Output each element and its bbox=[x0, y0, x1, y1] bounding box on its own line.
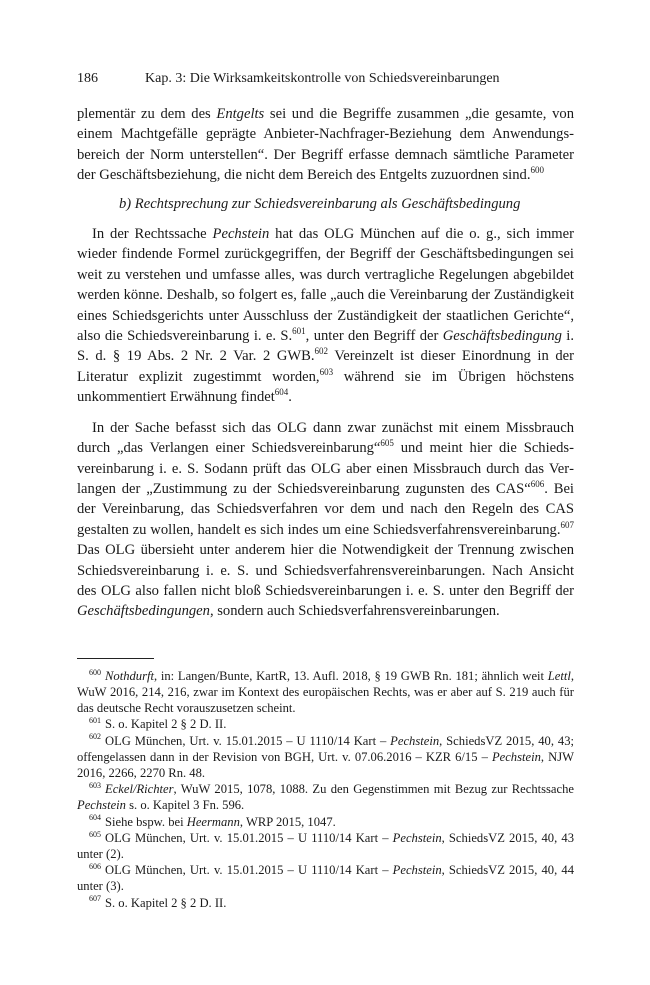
footnote-ref-607[interactable]: 607 bbox=[560, 519, 574, 530]
footnote-604: $^{604}$ Siehe bspw. bei Heermann, WRP 2015, 1047. bbox=[89, 813, 336, 829]
main-text bbox=[77, 104, 574, 622]
footnote-606: $^{606}$ OLG München, Urt. v. 15.01.2015 – U 1110/14 Kart – Pechstein, SchiedsVZ 2015, 40, 44 unter (3). bbox=[77, 862, 574, 894]
footnotes bbox=[77, 668, 574, 911]
footnote-ref-605[interactable]: 605 bbox=[380, 438, 394, 449]
footnote-603: $^{603}$ Eckel/Richter, WuW 2015, 1078, 1088. Zu den Gegenstimmen mit Bezug zur Rechtssache Pechstein s. o. Kapitel 3 Fn. 596. bbox=[77, 780, 574, 813]
footnote-605: $^{605}$ OLG München, Urt. v. 15.01.2015 – U 1110/14 Kart – Pechstein, SchiedsVZ 2015, 40, 43 unter (2). bbox=[77, 829, 574, 861]
footnote-ref-602[interactable]: 602 bbox=[314, 346, 329, 357]
footnote-600: $^{600}$ Nothdurft, in: Langen/Bunte, KartR, 13. Aufl. 2018, § 19 GWB Rn. 181; ähnlich weit Lettl, WuW 2016, 214, 216, zwar im Kontext des europäischen Rechts, was er aber auf S. 219 auch für das deutsche Recht vorauszusetzen scheint. bbox=[77, 667, 574, 716]
paragraph-1: plementär zu dem des Entgelts sei und die Begriffe zusammen „die gesamte, von einem Machtgefälle geprägte Anbieter-Nachfrager-Beziehung dem Anwendungsbereich der Norm unterstellen“. Der Begriff erfasse demnach sämtliche Parameter der Geschäftsbeziehung, die nicht dem Bereich des Entgelts zuzuordnen sind.$^{600}$ bbox=[77, 106, 575, 184]
book-page bbox=[77, 70, 574, 911]
running-header bbox=[77, 70, 574, 88]
paragraph-3: In der Sache befasst sich das OLG dann zwar zunächst mit einem Missbrauch durch „das Verlangen einer Schiedsvereinbarung“$^{605}$ und meint hier die Schiedsvereinbarung i. e. S. Sodann prüft das OLG aber einen Missbrauch durch das Verlangen der „Zustimmung zu der Schiedsvereinbarung zugunsten des CAS“$^{606}$. Bei der Vereinbarung, das Schiedsverfahren vor dem und nach den Regeln des CAS gestalten zu wollen, handelt es sich indes um eine Schiedsverfahrensvereinbarung.$^{607}$ Das OLG übersieht unter anderem hier die Notwendigkeit der Trennung zwischen Schiedsvereinbarung i. e. S. und Schiedsverfahrensvereinbarungen. Nach Ansicht des OLG also fallen nicht bloß Schiedsvereinbarungen i. e. S. unter den Begriff der Geschäftsbedingungen, sondern auch Schiedsverfahrensvereinbarungen. bbox=[77, 419, 574, 620]
footnote-602: $^{602}$ OLG München, Urt. v. 15.01.2015 – U 1110/14 Kart – Pechstein, SchiedsVZ 2015, 40, 43; offengelassen dann in der Revision von BGH, Urt. v. 07.06.2016 – KZR 6/15 – Pechstein, NJW 2016, 2266, 2270 Rn. 48. bbox=[77, 732, 574, 780]
footnote-ref-604[interactable]: 604 bbox=[274, 387, 289, 398]
footnote-ref-601[interactable]: 601 bbox=[292, 326, 306, 337]
running-title: Kap. 3: Die Wirksamkeitskontrolle von Schiedsvereinbarungen bbox=[145, 71, 500, 86]
footnote-ref-600[interactable]: 600 bbox=[530, 165, 544, 176]
footnote-607: $^{607}$ S. o. Kapitel 2 § 2 D. II. bbox=[89, 894, 227, 910]
footnote-ref-606[interactable]: 606 bbox=[530, 479, 545, 490]
footnote-separator bbox=[77, 658, 154, 659]
page-number: 186 bbox=[77, 71, 98, 86]
section-subheading: b) Rechtsprechung zur Schiedsvereinbarung als Geschäftsbedingung bbox=[119, 195, 521, 212]
footnote-601: $^{601}$ S. o. Kapitel 2 § 2 D. II. bbox=[89, 716, 227, 732]
footnote-ref-603[interactable]: 603 bbox=[319, 367, 334, 378]
paragraph-2: In der Rechtssache Pechstein hat das OLG München auf die o. g., sich immer wieder findende Formel zurückgegriffen, der Begriff der Geschäftsbedingungen sei weit zu verstehen und umfasse alles, was durch vertragliche Regelungen abgebildet werden könne. Deshalb, so folgert es, falle „auch die Vereinbarung der Zuständigkeit eines Schiedsgerichts unter Ausschluss der Zuständigkeit der staatlichen Gerichte“, also die Schiedsvereinbarung i. e. S.$^{601}$, unter den Begriff der Geschäftsbedingung i. S. d. § 19 Abs. 2 Nr. 2 Var. 2 GWB.$^{602}$ Vereinzelt ist dieser Einordnung in der Literatur explizit zugestimmt worden,$^{603}$ während sie im Übrigen höchstens unkommentiert Erwähnung findet$^{604}$. bbox=[77, 226, 575, 406]
